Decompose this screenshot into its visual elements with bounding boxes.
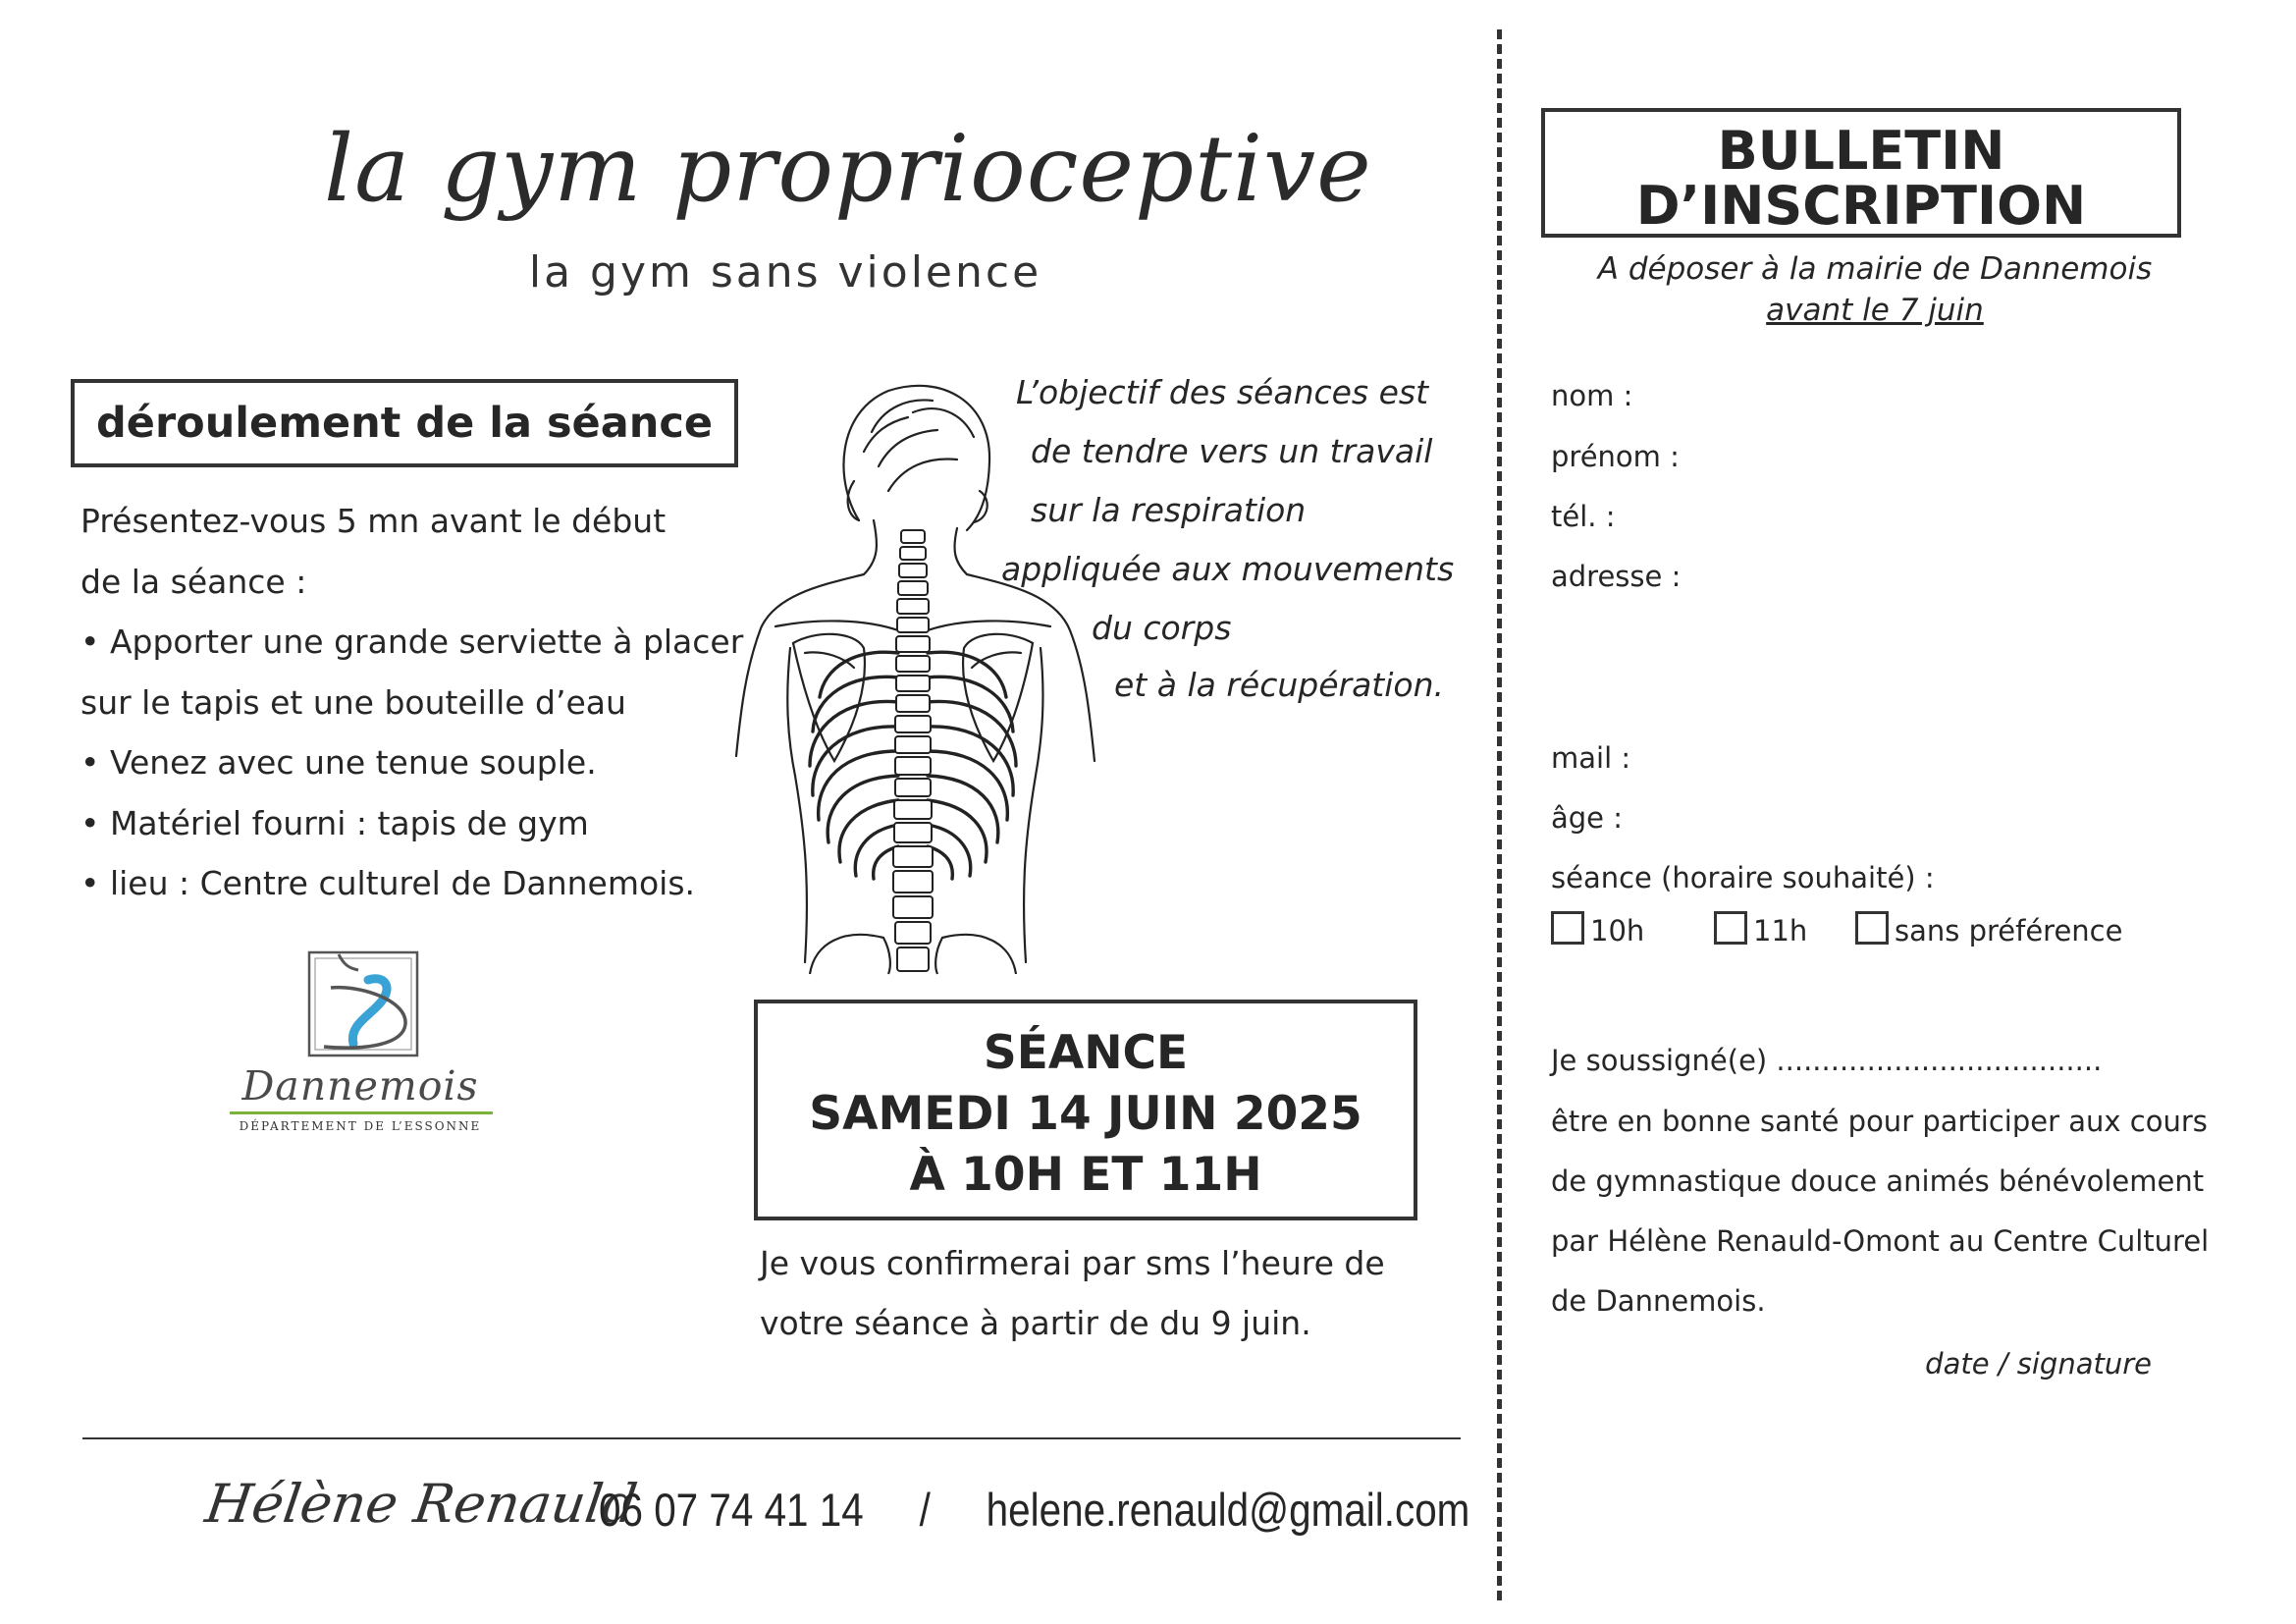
phone-number: 06 07 74 41 14 (599, 1484, 864, 1536)
instruction-line: • Matériel fourni : tapis de gym (80, 803, 589, 842)
confirmation-note (760, 1233, 1427, 1353)
field-seance: séance (horaire souhaité) : (1551, 861, 1935, 894)
declaration-line: être en bonne santé pour participer aux cours (1551, 1105, 2208, 1138)
field-tel[interactable]: tél. : (1551, 500, 1616, 533)
confirmation-line: Je vous confirmerai par sms l’heure de (760, 1244, 1385, 1282)
choice-no-preference[interactable] (1855, 911, 2122, 947)
declaration-line: Je soussigné(e) .................................... (1551, 1044, 2103, 1077)
handwritten-signature: Hélène Renauld (201, 1473, 641, 1535)
page-title: la gym proprioceptive (324, 116, 1372, 223)
session-instructions (80, 491, 768, 914)
form-title-line2: D’INSCRIPTION (1635, 175, 2087, 237)
email-address: helene.renauld@gmail.com (986, 1484, 1470, 1536)
contact-separator: / (919, 1484, 931, 1536)
instruction-line: de la séance : (80, 562, 307, 601)
footer-contact (599, 1483, 1469, 1537)
session-times: À 10H ET 11H (909, 1148, 1262, 1202)
declaration-line: de Dannemois. (1551, 1284, 1766, 1318)
logo-town-name: Dannemois (241, 1062, 479, 1110)
field-prenom[interactable]: prénom : (1551, 440, 1680, 473)
cut-line-divider (1497, 29, 1502, 1600)
session-section-title: déroulement de la séance (71, 379, 738, 467)
checkbox-10h[interactable] (1551, 911, 1584, 945)
confirmation-line: votre séance à partir de du 9 juin. (760, 1304, 1311, 1342)
declaration-line: par Hélène Renauld-Omont au Centre Culturel (1551, 1224, 2210, 1258)
instruction-line: Présentez-vous 5 mn avant le début (80, 502, 667, 540)
page-subtitle: la gym sans violence (528, 247, 1042, 298)
session-label: SÉANCE (983, 1026, 1189, 1080)
choice-label: 10h (1590, 914, 1645, 947)
session-date: SAMEDI 14 JUIN 2025 (809, 1087, 1362, 1141)
choice-11h[interactable] (1714, 911, 1807, 947)
field-adresse[interactable]: adresse : (1551, 560, 1682, 593)
instruction-line: • Venez avec une tenue souple. (80, 743, 597, 782)
instruction-line: • Apporter une grande serviette à placer (80, 623, 744, 661)
field-mail[interactable]: mail : (1551, 741, 1631, 775)
instruction-line: sur le tapis et une bouteille d’eau (80, 682, 626, 722)
objective-line: appliquée aux mouvements (1001, 550, 1455, 588)
logo-accent-bar (230, 1111, 493, 1114)
footer-divider (82, 1437, 1461, 1439)
checkbox-11h[interactable] (1714, 911, 1747, 945)
date-signature-label: date / signature (1925, 1347, 2152, 1380)
declaration-line: de gymnastique douce animés bénévolement (1551, 1164, 2205, 1198)
logo-department: DÉPARTEMENT DE L’ESSONNE (239, 1119, 482, 1133)
session-date-box (754, 1000, 1417, 1220)
choice-10h[interactable] (1551, 911, 1644, 947)
choice-label: 11h (1753, 914, 1808, 947)
objective-line: de tendre vers un travail (1031, 432, 1433, 470)
form-title-box (1541, 108, 2181, 238)
objective-line: sur la respiration (1031, 491, 1307, 529)
objective-line: et à la récupération. (1114, 666, 1444, 704)
deposit-location: A déposer à la mairie de Dannemois (1597, 251, 2153, 287)
checkbox-no-preference[interactable] (1855, 911, 1889, 945)
deposit-deadline: avant le 7 juin (1766, 293, 1984, 328)
instruction-line: • lieu : Centre culturel de Dannemois. (80, 864, 696, 902)
field-nom[interactable]: nom : (1551, 379, 1633, 412)
choice-label: sans préférence (1895, 914, 2123, 947)
deposit-instructions (1512, 251, 2238, 328)
objective-line: du corps (1092, 609, 1232, 647)
form-title-line1: BULLETIN (1717, 120, 2005, 182)
objective-line: L’objectif des séances est (1016, 373, 1429, 411)
field-age[interactable]: âge : (1551, 801, 1624, 835)
